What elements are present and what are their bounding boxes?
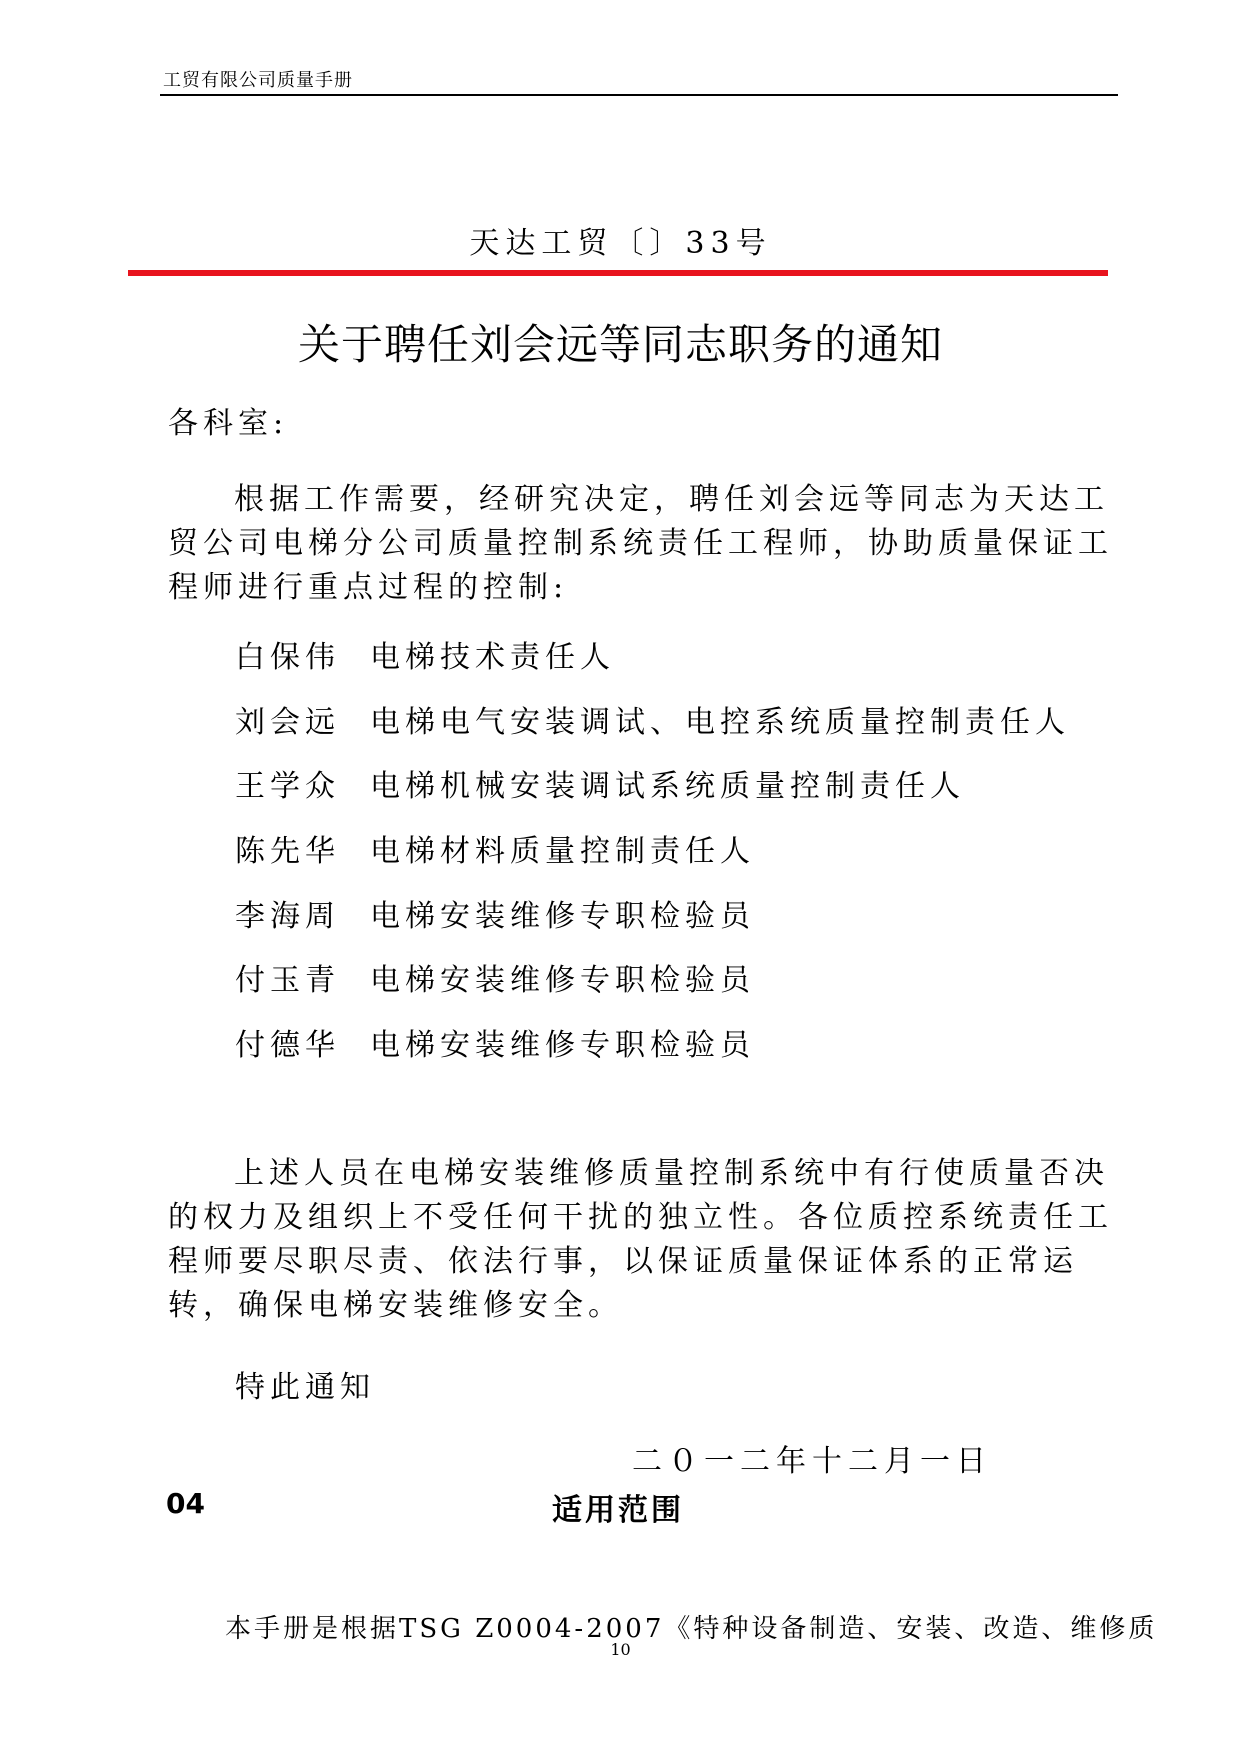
appointment-item xyxy=(235,697,1070,762)
notice-paragraph-1: 根据工作需要，经研究决定，聘任刘会远等同志为天达工贸公司电梯分公司质量控制系统责任工程师，协助质量保证工程师进行重点过程的控制: xyxy=(168,482,1113,605)
document-number: 天达工贸〔〕33号 xyxy=(469,226,772,261)
red-divider xyxy=(128,270,1108,276)
appointee-role: 电梯电气安装调试、电控系统质量控制责任人 xyxy=(370,704,1070,740)
salutation: 各科室: xyxy=(168,406,289,441)
appointment-item xyxy=(235,955,1070,1020)
section-body-text: 本手册是根据TSG Z0004-2007《特种设备制造、安装、改造、维修质 xyxy=(225,1614,1158,1644)
appointment-item xyxy=(235,761,1070,826)
appointee-name: 陈先华 xyxy=(235,834,340,870)
appointee-role: 电梯机械安装调试系统质量控制责任人 xyxy=(370,769,965,805)
section-title: 适用范围 xyxy=(552,1493,684,1528)
appointee-name: 刘会远 xyxy=(235,704,340,740)
appointment-item xyxy=(235,1020,1070,1085)
appointee-name: 白保伟 xyxy=(235,640,340,675)
appointment-list xyxy=(235,632,1070,1085)
appointment-item xyxy=(235,891,1070,956)
notice-date: 二０一二年十二月一日 xyxy=(632,1444,992,1479)
appointee-role: 电梯安装维修专职检验员 xyxy=(370,898,755,934)
appointee-name: 王学众 xyxy=(235,769,340,805)
notice-paragraph-2: 上述人员在电梯安装维修质量控制系统中有行使质量否决的权力及组织上不受任何干扰的独立性。各位质控系统责任工程师要尽职尽责、依法行事，以保证质量保证体系的正常运转，确保电梯安装维修安全。 xyxy=(168,1156,1113,1323)
appointment-item xyxy=(235,826,1070,891)
appointee-role: 电梯安装维修专职检验员 xyxy=(370,963,755,999)
appointee-name: 付德华 xyxy=(235,1028,340,1064)
appointee-role: 电梯材料质量控制责任人 xyxy=(370,834,755,870)
appointee-name: 李海周 xyxy=(235,898,340,934)
appointment-item xyxy=(235,632,1070,697)
section-number: 04 xyxy=(166,1487,205,1520)
appointee-name: 付玉青 xyxy=(235,963,340,999)
header-divider xyxy=(160,94,1118,96)
notice-title: 关于聘任刘会远等同志职务的通知 xyxy=(297,320,943,369)
appointee-role: 电梯安装维修专职检验员 xyxy=(370,1028,755,1064)
closing-remark: 特此通知 xyxy=(235,1370,375,1405)
appointee-role: 电梯技术责任人 xyxy=(370,640,615,675)
running-header: 工贸有限公司质量手册 xyxy=(163,70,353,91)
page-number: 10 xyxy=(610,1640,631,1659)
